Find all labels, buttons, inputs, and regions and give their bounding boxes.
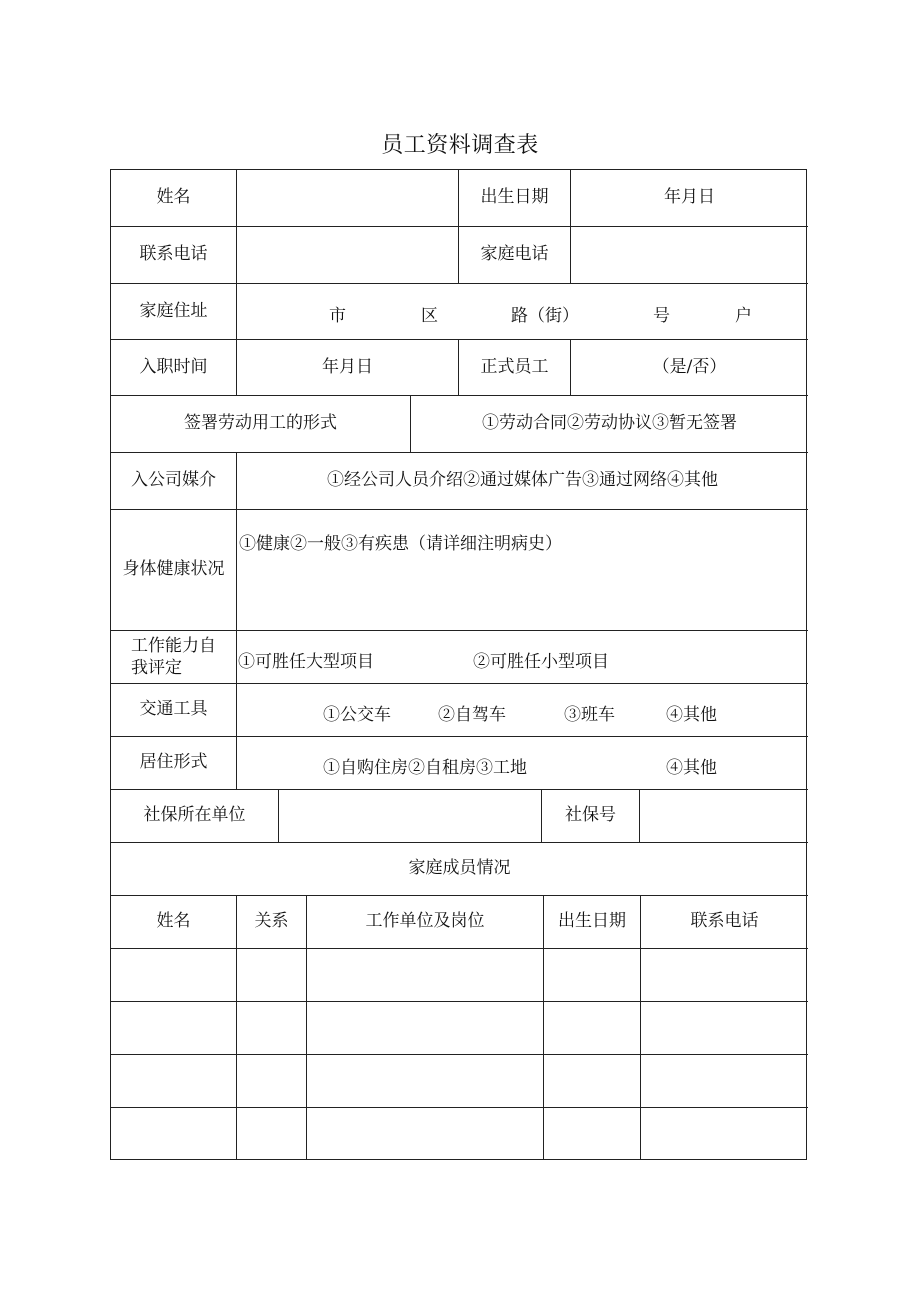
social-insurance-number-label: 社保号 (542, 790, 640, 843)
join-channel-label: 入公司媒介 (111, 453, 237, 510)
address-number: 号 (653, 306, 670, 326)
transport-option-bus[interactable]: ①公交车 (323, 705, 391, 725)
formal-employee-label: 正式员工 (459, 340, 571, 396)
address-household: 户 (735, 306, 752, 326)
contract-type-label: 签署劳动用工的形式 (111, 396, 411, 453)
employee-survey-table (110, 169, 807, 1160)
form-title: 员工资料调查表 (381, 133, 539, 158)
family-row-4-phone[interactable] (641, 1108, 808, 1159)
transport-label: 交通工具 (111, 684, 237, 737)
ability-option-small[interactable]: ②可胜任小型项目 (473, 652, 609, 672)
family-row-2-phone[interactable] (641, 1002, 808, 1055)
hire-date-label: 入职时间 (111, 340, 237, 396)
family-row-3-phone[interactable] (641, 1055, 808, 1108)
contact-phone-field[interactable] (237, 227, 459, 284)
family-row-3-name[interactable] (111, 1055, 237, 1108)
family-row-4-birth-date[interactable] (544, 1108, 641, 1159)
family-row-1-birth-date[interactable] (544, 949, 641, 1002)
ability-option-large[interactable]: ①可胜任大型项目 (238, 652, 374, 672)
address-city: 市 (329, 306, 346, 326)
housing-options-123[interactable]: ①自购住房②自租房③工地 (323, 758, 527, 778)
family-header-birth-date: 出生日期 (544, 896, 641, 949)
address-district: 区 (421, 306, 438, 326)
family-row-3-relation[interactable] (237, 1055, 307, 1108)
contact-phone-label: 联系电话 (111, 227, 237, 284)
birth-date-label: 出生日期 (459, 170, 571, 227)
family-row-4-name[interactable] (111, 1108, 237, 1159)
transport-option-shuttle[interactable]: ③班车 (564, 705, 615, 725)
family-row-4-workplace[interactable] (307, 1108, 544, 1159)
social-insurance-unit-label: 社保所在单位 (111, 790, 279, 843)
family-row-1-relation[interactable] (237, 949, 307, 1002)
health-status-options[interactable]: ①健康②一般③有疾患（请详细注明病史） (237, 510, 808, 631)
name-label: 姓名 (111, 170, 237, 227)
health-status-label: 身体健康状况 (111, 510, 237, 631)
family-row-3-workplace[interactable] (307, 1055, 544, 1108)
formal-employee-field[interactable]: （是/否） (571, 340, 808, 396)
family-row-3-birth-date[interactable] (544, 1055, 641, 1108)
address-road: 路（街） (511, 306, 579, 326)
birth-date-field[interactable]: 年月日 (571, 170, 808, 227)
ability-label-line2: 我评定 (131, 658, 182, 678)
ability-label-line1: 工作能力自 (131, 636, 216, 656)
family-header-name: 姓名 (111, 896, 237, 949)
family-header-phone: 联系电话 (641, 896, 808, 949)
family-row-2-workplace[interactable] (307, 1002, 544, 1055)
family-row-4-relation[interactable] (237, 1108, 307, 1159)
family-section-title: 家庭成员情况 (111, 843, 808, 896)
family-header-relation: 关系 (237, 896, 307, 949)
family-row-1-phone[interactable] (641, 949, 808, 1002)
housing-option-other[interactable]: ④其他 (666, 758, 717, 778)
contract-type-options[interactable]: ①劳动合同②劳动协议③暂无签署 (411, 396, 808, 453)
family-header-workplace: 工作单位及岗位 (307, 896, 544, 949)
join-channel-options[interactable]: ①经公司人员介绍②通过媒体广告③通过网络④其他 (237, 453, 808, 510)
family-row-2-name[interactable] (111, 1002, 237, 1055)
ability-self-assessment-label (111, 631, 237, 684)
transport-option-other[interactable]: ④其他 (666, 705, 717, 725)
housing-label: 居住形式 (111, 737, 237, 790)
home-phone-label: 家庭电话 (459, 227, 571, 284)
family-row-1-name[interactable] (111, 949, 237, 1002)
social-insurance-number-field[interactable] (640, 790, 808, 843)
family-row-2-relation[interactable] (237, 1002, 307, 1055)
name-field[interactable] (237, 170, 459, 227)
family-row-1-workplace[interactable] (307, 949, 544, 1002)
transport-option-self-drive[interactable]: ②自驾车 (438, 705, 506, 725)
hire-date-field[interactable]: 年月日 (237, 340, 459, 396)
home-address-label: 家庭住址 (111, 284, 237, 340)
family-row-2-birth-date[interactable] (544, 1002, 641, 1055)
social-insurance-unit-field[interactable] (279, 790, 542, 843)
home-phone-field[interactable] (571, 227, 808, 284)
